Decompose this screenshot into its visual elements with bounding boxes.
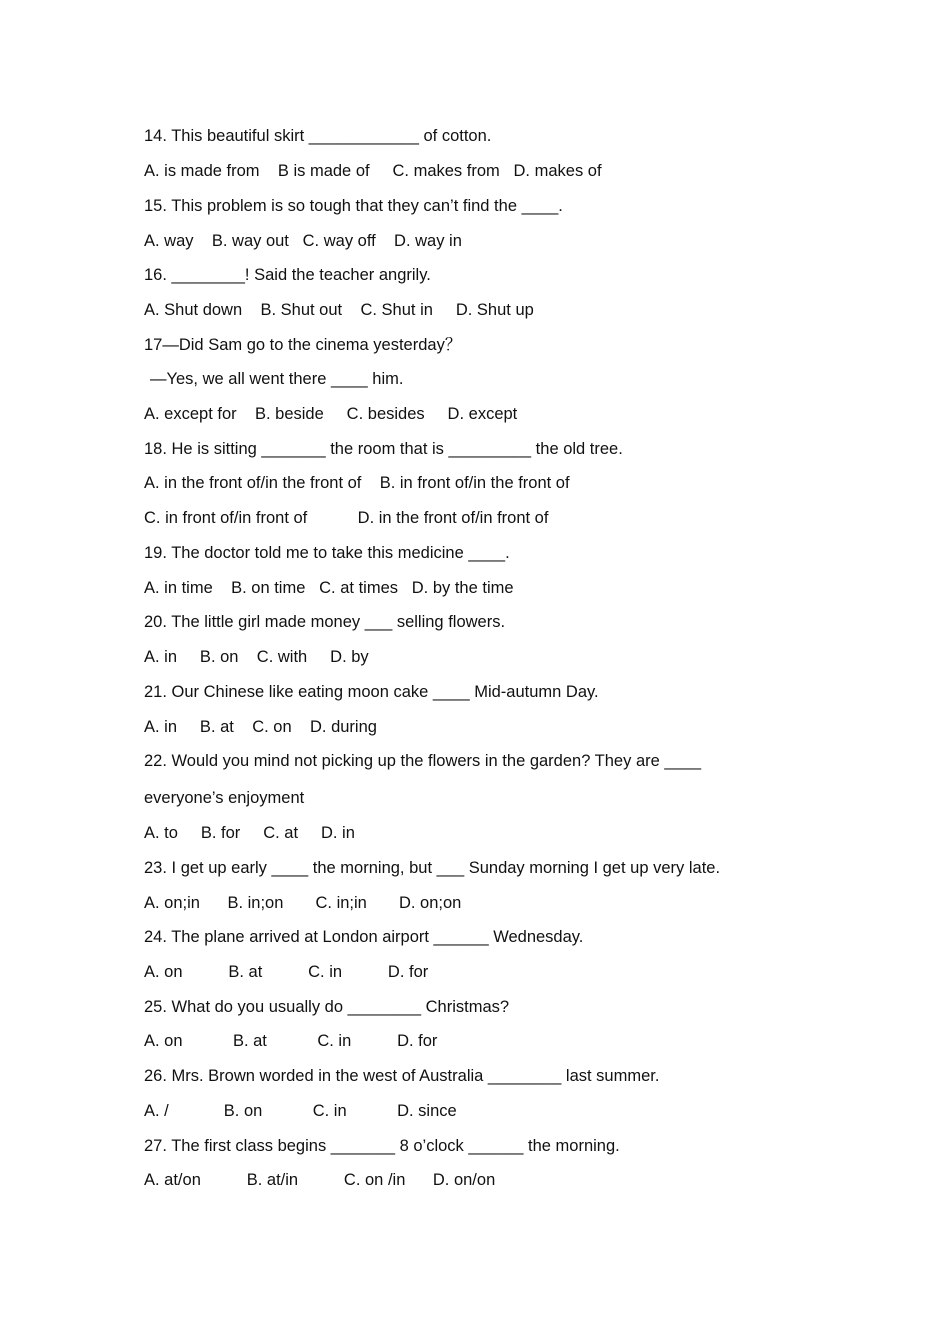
question-27: 27. The first class begins _______ 8 o’clock ______ the morning. bbox=[144, 1137, 620, 1155]
question-22: 22. Would you mind not picking up the flowers in the garden? They are ____ bbox=[144, 752, 702, 770]
options-16: A. Shut down B. Shut out C. Shut in D. Shut up bbox=[144, 301, 534, 319]
question-24: 24. The plane arrived at London airport ______ Wednesday. bbox=[144, 928, 584, 946]
question-25: 25. What do you usually do ________ Christmas? bbox=[144, 998, 510, 1016]
question-22-cont: everyone’s enjoyment bbox=[144, 789, 305, 807]
question-17-reply: —Yes, we all went there ____ him. bbox=[150, 370, 404, 388]
question-23: 23. I get up early ____ the morning, but ___ Sunday morning I get up very late. bbox=[144, 859, 721, 877]
options-15: A. way B. way out C. way off D. way in bbox=[144, 232, 462, 250]
question-14: 14. This beautiful skirt ____________ of cotton. bbox=[144, 127, 492, 145]
question-19: 19. The doctor told me to take this medicine ____. bbox=[144, 544, 510, 562]
options-19: A. in time B. on time C. at times D. by the time bbox=[144, 579, 514, 597]
question-18: 18. He is sitting _______ the room that is _________ the old tree. bbox=[144, 440, 623, 458]
options-18-ab: A. in the front of/in the front of B. in front of/in the front of bbox=[144, 474, 570, 492]
question-16: 16. ________! Said the teacher angrily. bbox=[144, 266, 431, 284]
options-25: A. on B. at C. in D. for bbox=[144, 1032, 438, 1050]
options-24: A. on B. at C. in D. for bbox=[144, 963, 429, 981]
options-22: A. to B. for C. at D. in bbox=[144, 824, 355, 842]
options-26: A. / B. on C. in D. since bbox=[144, 1102, 457, 1120]
options-17: A. except for B. beside C. besides D. except bbox=[144, 405, 518, 423]
question-15: 15. This problem is so tough that they can’t find the ____. bbox=[144, 197, 563, 215]
options-14: A. is made from B is made of C. makes from D. makes of bbox=[144, 162, 602, 180]
options-21: A. in B. at C. on D. during bbox=[144, 718, 377, 736]
question-21: 21. Our Chinese like eating moon cake ____ Mid-autumn Day. bbox=[144, 683, 599, 701]
options-23: A. on;in B. in;on C. in;in D. on;on bbox=[144, 894, 462, 912]
question-20: 20. The little girl made money ___ selling flowers. bbox=[144, 613, 506, 631]
options-18-cd: C. in front of/in front of D. in the front of/in front of bbox=[144, 509, 549, 527]
question-26: 26. Mrs. Brown worded in the west of Australia ________ last summer. bbox=[144, 1067, 660, 1085]
options-27: A. at/on B. at/in C. on /in D. on/on bbox=[144, 1171, 496, 1189]
question-17: 17—Did Sam go to the cinema yesterday？ bbox=[144, 336, 462, 354]
options-20: A. in B. on C. with D. by bbox=[144, 648, 369, 666]
